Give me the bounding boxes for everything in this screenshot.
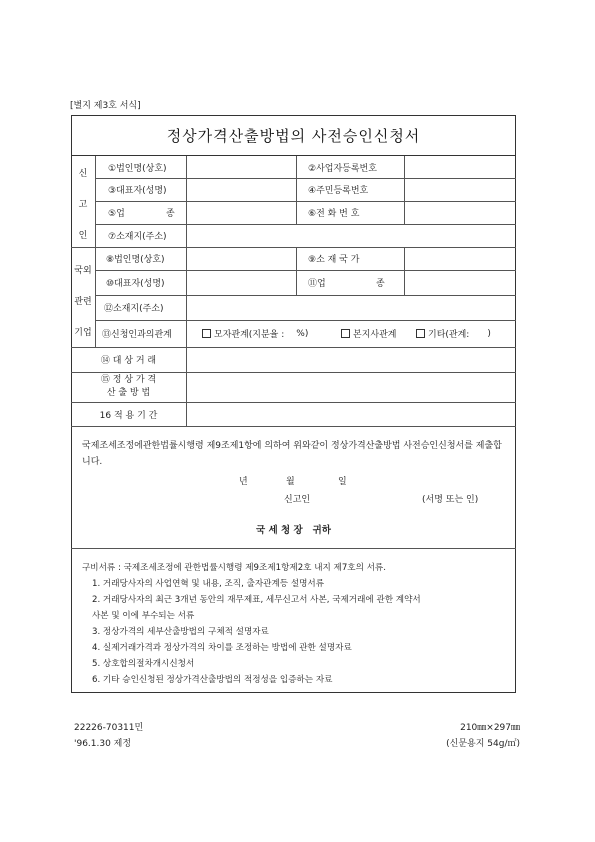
- rep-name-label: ③대표자(성명): [108, 186, 167, 196]
- grid-line: [404, 156, 405, 224]
- documents-header: 구비서류 : 국제조세조정에 관한법률시행령 제9조제1항제2호 내지 제7호의 서류.: [82, 563, 386, 573]
- paper-type: (신문용지 54g/㎡): [446, 739, 520, 749]
- declaration-text: 국제조세조정에관한법률시행령 제9조제1항에 의하여 위와같이 정상가격산출방법 사전승인신청서를 제출합니다.: [82, 441, 502, 467]
- document-item: 5. 상호합의절차개시신청서: [92, 659, 195, 669]
- grid-line: [71, 426, 516, 427]
- day-label: 일: [338, 477, 347, 487]
- grid-line: [95, 201, 516, 202]
- corp-name-label: ①법인명(상호): [108, 163, 167, 174]
- address-label: ⑦소재지(주소): [108, 232, 167, 242]
- branch-checkbox[interactable]: [341, 329, 350, 338]
- grid-line: [186, 156, 187, 426]
- year-label: 년: [239, 477, 248, 487]
- foreign-side-label: 국외: [74, 266, 92, 276]
- grid-line: [404, 247, 405, 295]
- relation-other-option[interactable]: [416, 320, 491, 347]
- business-type-label: 종: [166, 209, 175, 219]
- phone-label: ⑥전 화 번 호: [308, 209, 360, 219]
- applicant-side-label: 신: [78, 169, 88, 179]
- resident-no-label: ④주민등록번호: [308, 186, 369, 196]
- document-item: 4. 실제거래가격과 정상가격의 차이를 조정하는 방법에 관한 설명자료: [92, 643, 352, 653]
- document-item: 1. 거래당사자의 사업연혁 및 내용, 조직, 출자관계등 설명서류: [92, 579, 325, 589]
- relation-parent-option[interactable]: [202, 320, 308, 347]
- other-checkbox[interactable]: [416, 329, 425, 338]
- pricing-method-line: ⑮ 정 상 가 격: [100, 375, 157, 385]
- applicant-sign-label: 신고인: [284, 495, 311, 505]
- branch-option-label: 본지사관계: [353, 330, 397, 340]
- foreign-business-label: 종: [376, 279, 385, 289]
- counterparty-label: ⑭ 대 상 거 래: [100, 356, 157, 366]
- period-label: 16 적 용 기 간: [99, 410, 158, 421]
- document-item: 사본 및 이에 부수되는 서류: [92, 611, 195, 621]
- grid-line: [95, 156, 96, 347]
- form-code: 22226-70311민: [74, 723, 144, 733]
- form-title: 정상가격산출방법의 사전승인신청서: [71, 115, 516, 156]
- foreign-address-label: ⑫소재지(주소): [104, 304, 164, 314]
- parent-checkbox[interactable]: [202, 329, 211, 338]
- relation-branch-option[interactable]: [341, 320, 396, 347]
- document-item: 3. 정상가격의 세부산출방법의 구체적 설명자료: [92, 627, 269, 637]
- signature-label: (서명 또는 인): [422, 495, 479, 505]
- applicant-side-label: 고: [78, 200, 88, 210]
- other-close-label: ): [487, 328, 491, 339]
- other-option-label: 기타(관계:: [428, 330, 470, 340]
- document-item: 6. 기타 승인신청된 정상가격산출방법의 적정성을 입증하는 자료: [92, 675, 333, 685]
- foreign-corp-name-label: ⑧법인명(상호): [106, 255, 165, 265]
- applicant-side-label: 인: [78, 231, 88, 241]
- form-label: [별지 제3호 서식]: [70, 101, 141, 111]
- paper-size: 210㎜×297㎜: [460, 723, 520, 733]
- form-date: '96.1.30 제정: [74, 739, 132, 749]
- foreign-business-label: ⑪업: [308, 279, 326, 289]
- parent-option-label: 모자관계(지분율 :: [214, 330, 285, 340]
- grid-line: [71, 548, 516, 549]
- pct-label: %): [296, 328, 309, 339]
- foreign-side-label: 관련: [74, 297, 92, 307]
- country-label: ⑨소 재 국 가: [308, 255, 360, 265]
- grid-line: [296, 156, 297, 224]
- required-documents: [82, 560, 512, 688]
- document-item: 2. 거래당사자의 최근 3개년 동안의 재무제표, 세무신고서 사본, 국제거래에 관한 계약서: [92, 595, 421, 605]
- foreign-rep-name-label: ⑩대표자(성명): [106, 279, 165, 289]
- recipient-label: 국 세 청 장 귀하: [256, 525, 331, 536]
- foreign-side-label: 기업: [74, 328, 92, 338]
- pricing-method-label: [71, 372, 186, 402]
- month-label: 월: [286, 477, 295, 487]
- biz-reg-no-label: ②사업자등록번호: [308, 163, 377, 174]
- relation-label: ⑬신청인과의관계: [102, 330, 172, 340]
- pricing-method-line: 산 출 방 법: [106, 388, 151, 398]
- business-type-label: ⑤업: [108, 209, 125, 219]
- grid-line: [296, 247, 297, 295]
